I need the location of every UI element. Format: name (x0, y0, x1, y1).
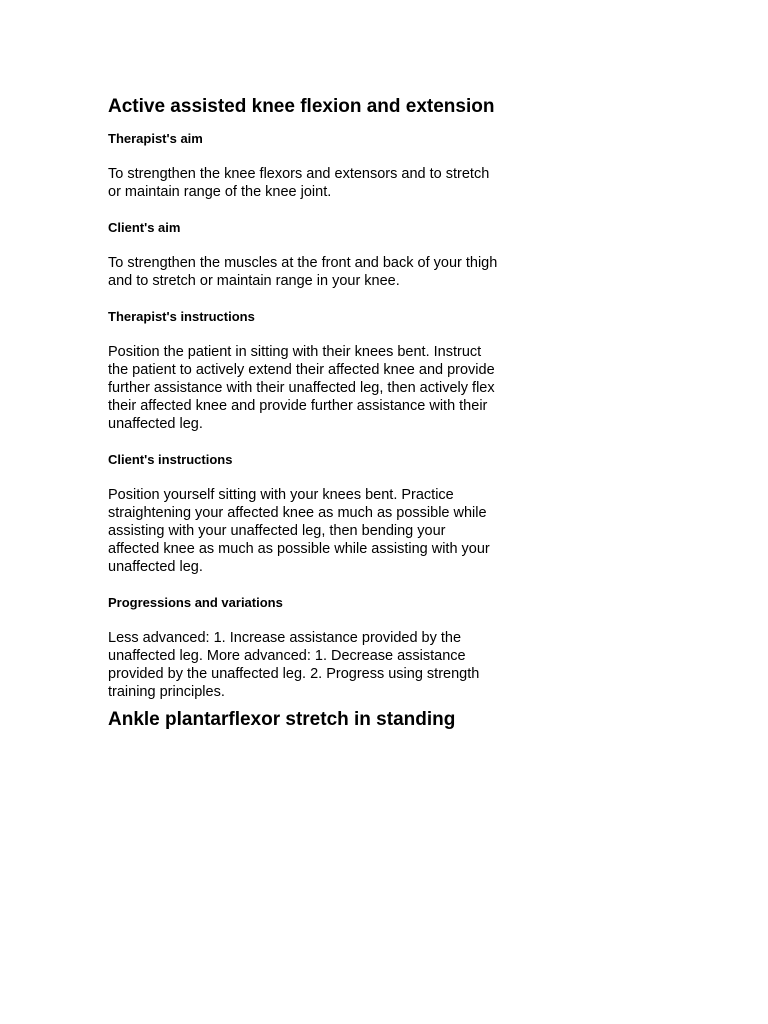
progressions-text: Less advanced: 1. Increase assistance provided by the unaffected leg. More advanced: 1. Decrease assistance provided by the unaffected leg. 2. Progress using strength training principles. (108, 630, 480, 700)
therapist-aim-section (108, 130, 498, 201)
document-page (108, 94, 498, 743)
client-aim-text: To strengthen the muscles at the front and back of your thigh and to stretch or maintain range in your knee. (108, 255, 498, 289)
therapist-aim-text: To strengthen the knee flexors and extensors and to stretch or maintain range of the knee joint. (108, 166, 490, 200)
therapist-aim-heading: Therapist's aim (108, 131, 203, 146)
client-instructions-section (108, 451, 498, 576)
client-aim-heading: Client's aim (108, 220, 181, 235)
client-instructions-heading: Client's instructions (108, 452, 233, 467)
exercise-title: Active assisted knee flexion and extension (108, 96, 495, 117)
progressions-section (108, 594, 498, 701)
therapist-instructions-heading: Therapist's instructions (108, 309, 255, 324)
progressions-heading: Progressions and variations (108, 595, 283, 610)
therapist-instructions-section (108, 308, 498, 433)
therapist-instructions-text: Position the patient in sitting with their knees bent. Instruct the patient to actively extend their affected knee and provide further assistance with their unaffected leg, then actively flex their affected knee and provide further assistance with their unaffected leg. (108, 344, 495, 432)
client-instructions-text: Position yourself sitting with your knees bent. Practice straightening your affected knee as much as possible while assisting with your unaffected leg, then bending your affected knee as much as possible while assisting with your unaffected leg. (108, 487, 490, 575)
client-aim-section (108, 219, 498, 290)
next-exercise-title: Ankle plantarflexor stretch in standing (108, 709, 456, 730)
